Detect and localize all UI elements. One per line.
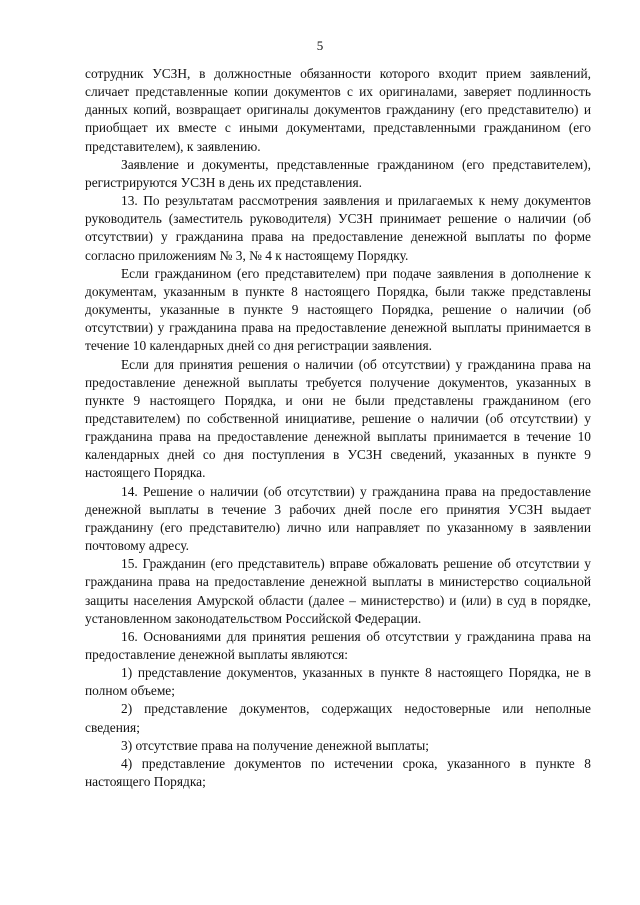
paragraph-continuation: сотрудник УСЗН, в должностные обязанности которого входит прием заявлений, сличает представленные копии документов с их оригиналами, заверяет подлинность данных копий, возвращает оригиналы документов гражданину (его представителю) и приобщает их вместе с иными документами, представленными гражданином (его представителем), к заявлению. xyxy=(85,66,591,154)
paragraph-registration: Заявление и документы, представленные гражданином (его представителем), регистрируются УСЗН в день их представления. xyxy=(85,156,591,190)
document-body xyxy=(85,65,591,791)
list-item-1: 1) представление документов, указанных в пункте 8 настоящего Порядка, не в полном объеме; xyxy=(85,665,591,699)
list-item-2: 2) представление документов, содержащих недостоверные или неполные сведения; xyxy=(85,701,591,735)
list-item-3: 3) отсутствие права на получение денежной выплаты; xyxy=(121,737,429,753)
paragraph-13: 13. По результатам рассмотрения заявления и прилагаемых к нему документов руководитель (заместитель руководителя) УСЗН принимает решение о наличии (об отсутствии) у гражданина права на предоставление денежной выплаты по форме согласно приложениям № 3, № 4 к настоящему Порядку. xyxy=(85,193,591,263)
paragraph-14: 14. Решение о наличии (об отсутствии) у гражданина права на предоставление денежной выплаты в течение 3 рабочих дней после его принятия УСЗН выдает гражданину (его представителю) лично или направляет по указанному в заявлении почтовому адресу. xyxy=(85,483,591,554)
paragraph-13-documents-requested: Если для принятия решения о наличии (об отсутствии) у гражданина права на предоставление денежной выплаты требуется получение документов, указанных в пункте 9 настоящего Порядка, и они не были представлены гражданином (его представителем) по собственной инициативе, решение о наличии (об отсутствии) у гражданина права на предоставление денежной выплаты принимается в течение 10 календарных дней со дня поступления в УСЗН сведений, указанных в пункте 9 настоящего Порядка. xyxy=(85,356,591,481)
page-number: 5 xyxy=(316,38,324,53)
paragraph-13-documents-submitted: Если гражданином (его представителем) при подаче заявления в дополнение к документам, указанным в пункте 8 настоящего Порядка, были также представлены документы, указанные в пункте 9 настоящего Порядка, решение о наличии (об отсутствии) у гражданина права на предоставление денежной выплаты принимается в течение 10 календарных дней со дня регистрации заявления. xyxy=(85,265,591,354)
paragraph-15: 15. Гражданин (его представитель) вправе обжаловать решение об отсутствии у гражданина права на предоставление денежной выплаты в министерство социальной защиты населения Амурской области (далее – министерство) и (или) в суд в порядке, установленном законодательством Российской Федерации. xyxy=(85,556,591,626)
list-item-4: 4) представление документов по истечении срока, указанного в пункте 8 настоящего Порядка; xyxy=(85,755,591,790)
paragraph-16: 16. Основаниями для принятия решения об отсутствии у гражданина права на предоставление денежной выплаты являются: xyxy=(85,628,591,662)
